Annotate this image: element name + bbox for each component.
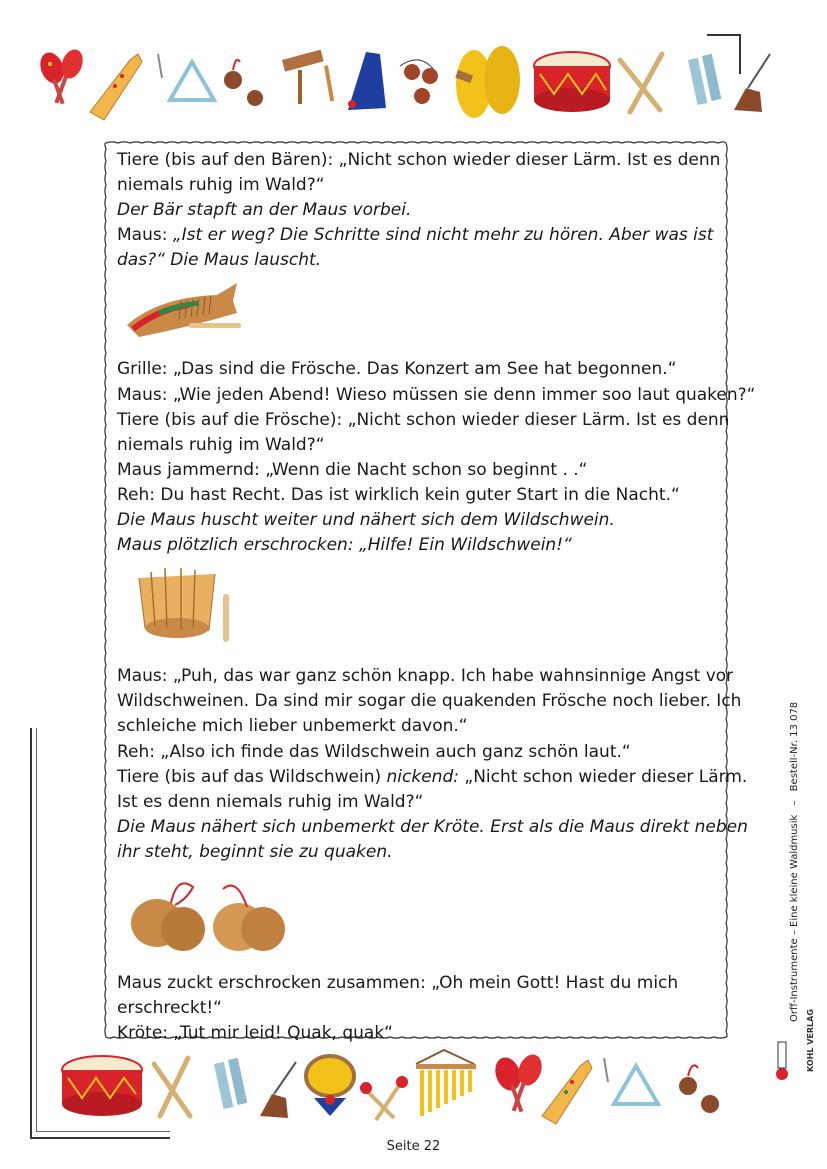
text-line: Maus jammernd: „Wenn die Nacht schon so beginnt . .“	[117, 459, 588, 480]
claves-icon	[688, 54, 721, 105]
claves-icon	[214, 1058, 247, 1109]
stage-direction: Maus plötzlich erschrocken: „Hilfe! Ein Wildschwein!“	[117, 535, 572, 556]
text-line	[117, 223, 717, 248]
stage-direction: Die Maus huscht weiter und nähert sich dem Wildschwein.	[117, 510, 615, 531]
castanets-icon	[224, 60, 263, 106]
guiro-fish-image	[117, 273, 717, 357]
triangle-icon	[158, 54, 214, 100]
side-caption: Orff-Instrumente – Eine kleine Waldmusik – Bestell-Nr. 13 078	[789, 701, 800, 1022]
recorder-icon	[542, 1060, 592, 1124]
mallets-icon	[360, 1076, 408, 1120]
bells-icon	[400, 60, 438, 104]
triangle-icon	[604, 1058, 658, 1104]
speech: „Nicht schon wieder dieser Lärm.	[458, 766, 748, 787]
stage-direction: ihr steht, beginnt sie zu quaken.	[117, 841, 393, 862]
script-text	[117, 148, 756, 1046]
maracas-icon	[36, 46, 86, 104]
drumsticks-icon	[154, 1058, 190, 1116]
instrument-border-top	[30, 40, 790, 130]
castanets-image	[117, 865, 717, 971]
text-line: Wildschweinen. Da sind mir sogar die quakenden Frösche noch lieber. Ich	[117, 691, 742, 712]
text-line: Maus zuckt erschrocken zusammen: „Oh mein Gott! Hast du mich	[117, 972, 679, 993]
text-line	[117, 765, 748, 790]
drum-icon	[534, 52, 610, 112]
wooden-box-icon	[139, 568, 229, 642]
text-line: Kröte: „Tut mir leid! Quak, quak“	[117, 1023, 393, 1044]
page-number: Seite 22	[386, 1139, 441, 1154]
speaker: Maus:	[117, 225, 173, 246]
castanets-large-icon	[131, 883, 285, 951]
order-number: Bestell-Nr. 13 078	[789, 701, 800, 792]
chimes-icon	[416, 1050, 476, 1116]
text-line: das?“ Die Maus lauscht.	[117, 250, 322, 271]
cymbals-icon	[455, 46, 520, 118]
text-line: Grille: „Das sind die Frösche. Das Konzert am See hat begonnen.“	[117, 359, 677, 380]
stage-direction: Der Bär stapft an der Maus vorbei.	[117, 200, 412, 221]
recorder-icon	[90, 54, 142, 120]
kohl-logo-icon	[774, 1040, 790, 1082]
drumsticks-icon	[620, 54, 662, 112]
speech: „Ist er weg? Die Schritte sind nicht mehr zu hören. Aber was ist	[172, 225, 714, 246]
book-title: Orff-Instrumente – Eine kleine Waldmusik	[789, 814, 800, 1022]
wooden-box-image	[117, 558, 717, 664]
text-line: niemals ruhig im Wald?“	[117, 434, 325, 455]
frame-bottom-line-inner	[36, 1131, 170, 1132]
text-line: Tiere (bis auf die Frösche): „Nicht schon wieder dieser Lärm. Ist es denn	[117, 409, 730, 430]
guiro-icon	[260, 1062, 296, 1118]
text-line: Tiere (bis auf den Bären): „Nicht schon wieder dieser Lärm. Ist es denn	[117, 150, 721, 170]
text-line: Maus: „Wie jeden Abend! Wieso müssen sie denn immer soo laut quaken?“	[117, 384, 756, 405]
text-line: Reh: Du hast Recht. Das ist wirklich kein guter Start in die Nacht.“	[117, 484, 680, 505]
maracas-icon	[491, 1051, 546, 1112]
speaker: Tiere (bis auf das Wildschwein)	[117, 766, 387, 787]
guiro-fish-icon	[127, 283, 241, 337]
instrument-border-bottom	[30, 1040, 790, 1130]
stage-note: nickend:	[386, 766, 459, 787]
metronome-icon	[348, 52, 386, 110]
text-line: erschreckt!“	[117, 998, 222, 1019]
tambourine-icon	[306, 1056, 354, 1116]
drum-icon	[62, 1056, 142, 1116]
text-line: niemals ruhig im Wald?“	[117, 175, 325, 196]
frame-corner-top	[707, 34, 741, 36]
publisher-name: KOHL VERLAG	[806, 1009, 815, 1072]
text-line: Maus: „Puh, das war ganz schön knapp. Ich habe wahnsinnige Angst vor	[117, 666, 734, 687]
stage-direction: Die Maus nähert sich unbemerkt der Kröte. Erst als die Maus direkt neben	[117, 816, 748, 837]
woodblock-icon	[282, 50, 334, 104]
castanets-icon	[679, 1065, 719, 1113]
guiro-icon	[734, 54, 770, 112]
text-line: Ist es denn niemals ruhig im Wald?“	[117, 791, 424, 812]
text-line: Reh: „Also ich finde das Wildschwein auch ganz schön laut.“	[117, 741, 631, 762]
text-line: schleiche mich lieber unbemerkt davon.“	[117, 716, 468, 737]
